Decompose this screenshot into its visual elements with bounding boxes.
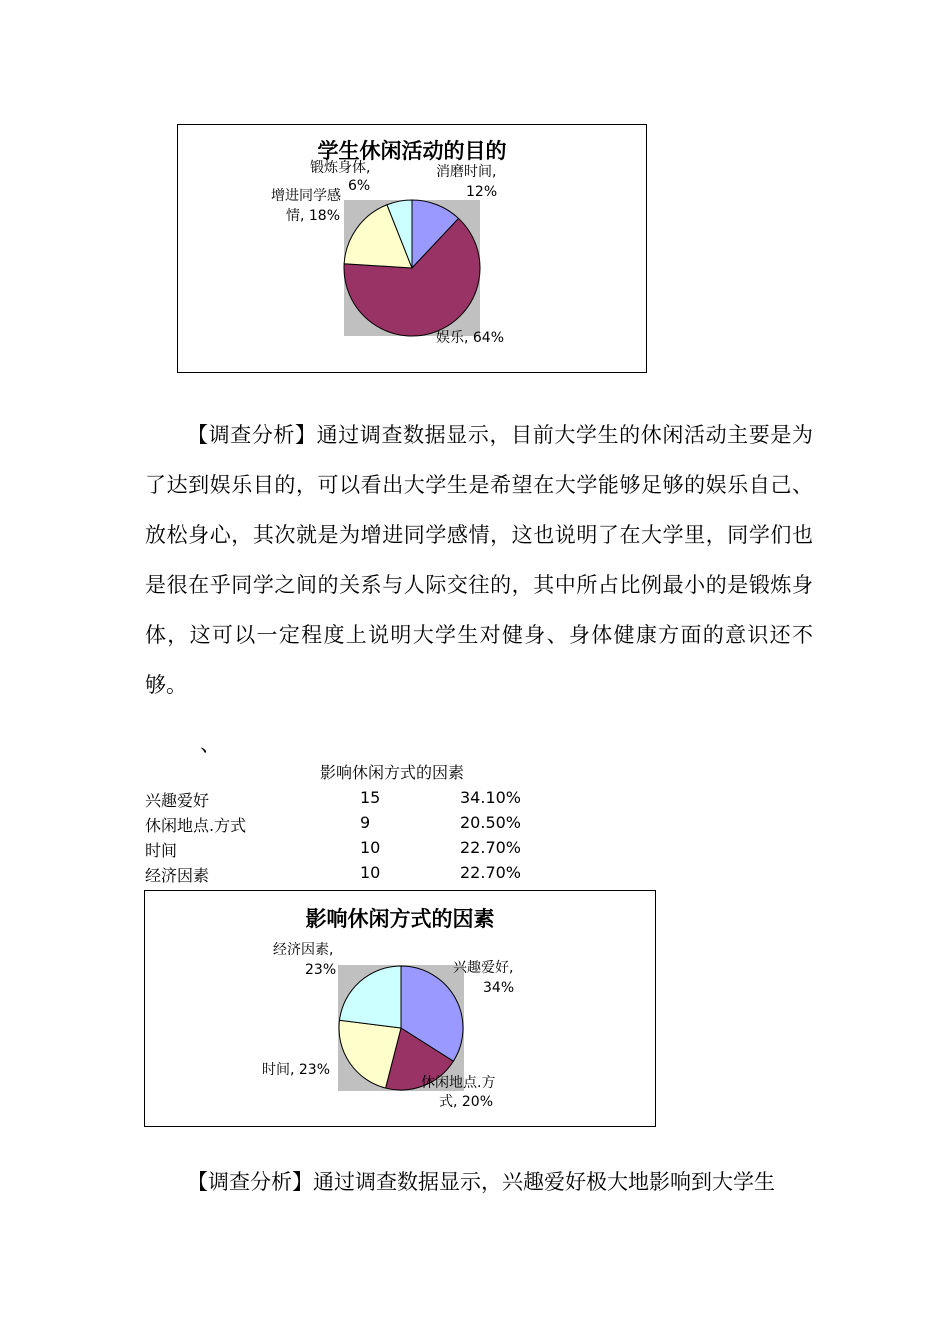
label-exercise-pct: 6% (348, 178, 371, 194)
label-time: 时间, 23% (262, 1062, 331, 1078)
list-mark: 、 (200, 732, 221, 756)
label-friendship: 增进同学感 (271, 188, 341, 204)
label-economy: 经济因素, (273, 942, 334, 958)
label-hobby-pct: 34% (483, 980, 515, 996)
chart-purpose-title: 学生休闲活动的目的 (317, 139, 507, 163)
label-kill-time-pct: 12% (466, 184, 498, 200)
label-place-2: 式, 20% (439, 1094, 494, 1110)
chart-factors-title: 影响休闲方式的因素 (305, 907, 495, 931)
label-kill-time: 消磨时间, (436, 164, 497, 180)
table-cell-count: 15 (360, 788, 381, 807)
label-economy-pct: 23% (305, 962, 337, 978)
label-exercise: 锻炼身体, (310, 160, 371, 176)
analysis-paragraph-1: 【调查分析】通过调查数据显示，目前大学生的休闲活动主要是为了达到娱乐目的，可以看出大学生是希望在大学能够足够的娱乐自己、放松身心，其次就是为增进同学感情，这也说明了在大学里，同学们也是很在乎同学之间的关系与人际交往的，其中所占比例最小的是锻炼身体，这可以一定程度上说明大学生对健身、身体健康方面的意识还不够。 (145, 423, 813, 697)
table-cell-count: 10 (360, 838, 381, 857)
table-row (145, 838, 565, 863)
label-entertainment: 娱乐, 64% (436, 330, 505, 346)
table-cell-name: 兴趣爱好 (145, 791, 210, 810)
table-cell-name: 经济因素 (145, 866, 210, 885)
table-row (145, 863, 565, 888)
table-cell-pct: 20.50% (460, 813, 522, 832)
table-cell-count: 9 (360, 813, 371, 832)
table-cell-pct: 22.70% (460, 863, 522, 882)
table-cell-pct: 34.10% (460, 788, 522, 807)
chart-purpose (177, 124, 647, 373)
table-cell-name: 时间 (145, 841, 178, 860)
label-place: 休闲地点.方 (421, 1075, 496, 1091)
chart-factors (144, 890, 656, 1127)
table-title: 影响休闲方式的因素 (320, 763, 465, 782)
table-cell-pct: 22.70% (460, 838, 522, 857)
table-row (145, 788, 565, 813)
label-friendship-2: 情, 18% (286, 208, 341, 224)
table-row (145, 813, 565, 838)
label-hobby: 兴趣爱好, (453, 960, 514, 976)
analysis-paragraph-2: 【调查分析】通过调查数据显示，兴趣爱好极大地影响到大学生 (187, 1170, 775, 1194)
table-cell-count: 10 (360, 863, 381, 882)
table-cell-name: 休闲地点.方式 (145, 816, 247, 835)
